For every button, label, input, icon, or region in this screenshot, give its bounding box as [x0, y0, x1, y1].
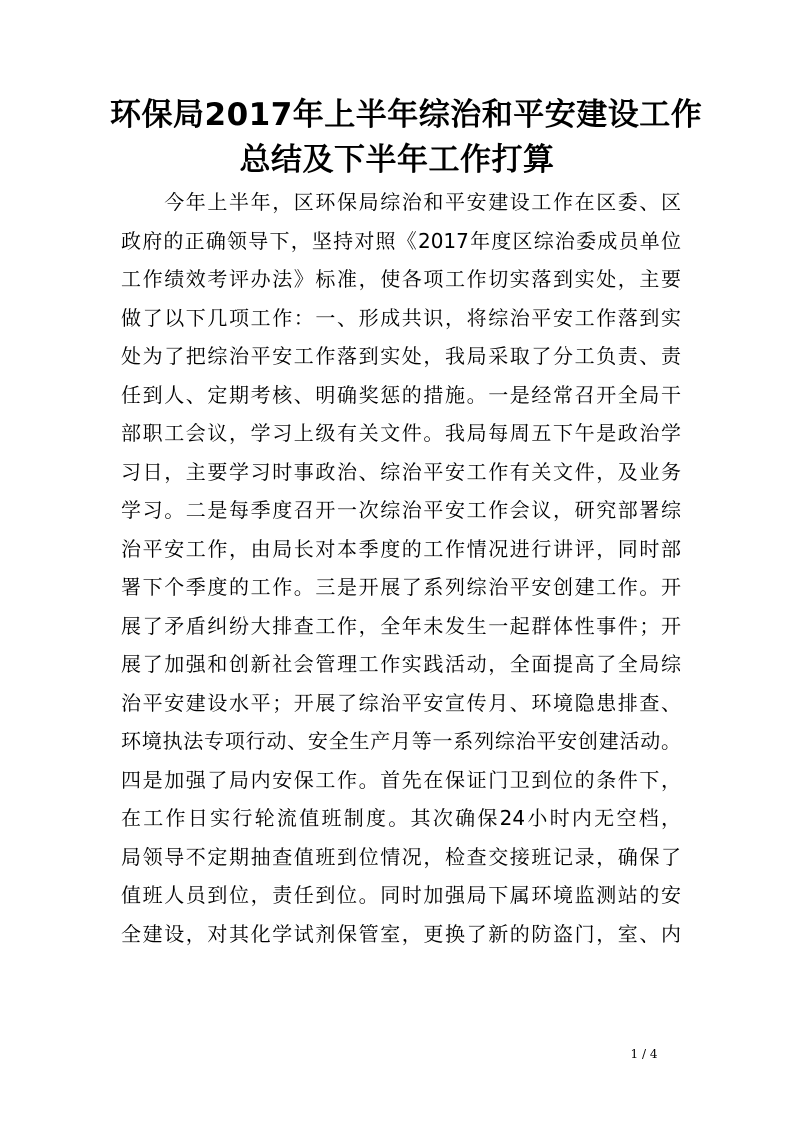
body-line: 展了矛盾纠纷大排查工作，全年未发生一起群体性事件；开: [121, 613, 681, 638]
body-line: 处为了把综治平安工作落到实处，我局采取了分工负责、责: [121, 344, 681, 368]
page-number: 1 / 4: [630, 1047, 658, 1061]
body-line: 值班人员到位，责任到位。同时加强局下属环境监测站的安: [121, 883, 681, 907]
document-title-line-2: 总结及下半年工作打算: [239, 142, 555, 178]
document-body: [121, 183, 681, 953]
body-line: 任到人、定期考核、明确奖惩的措施。一是经常召开全局干: [121, 382, 681, 407]
body-line: 署下个季度的工作。三是开展了系列综治平安创建工作。开: [121, 575, 681, 599]
document-title-line-1: 环保局2017年上半年综治和平安建设工作: [110, 97, 703, 133]
body-line: 今年上半年，区环保局综治和平安建设工作在区委、区: [121, 190, 681, 214]
body-line: 环境执法专项行动、安全生产月等一系列综治平安创建活动。: [121, 729, 681, 753]
body-line: 在工作日实行轮流值班制度。其次确保24小时内无空档，: [121, 806, 681, 830]
body-line: 展了加强和创新社会管理工作实践活动，全面提高了全局综: [121, 652, 681, 676]
body-line: 治平安工作，由局长对本季度的工作情况进行讲评，同时部: [121, 536, 681, 561]
body-line: 政府的正确领导下，坚持对照《2017年度区综治委成员单位: [121, 228, 681, 253]
body-line: 四是加强了局内安保工作。首先在保证门卫到位的条件下，: [121, 767, 681, 792]
body-line: 习日，主要学习时事政治、综治平安工作有关文件，及业务: [121, 459, 681, 484]
body-line: 治平安建设水平；开展了综治平安宣传月、环境隐患排查、: [121, 690, 681, 715]
body-line: 局领导不定期抽查值班到位情况，检查交接班记录，确保了: [121, 844, 681, 869]
body-line: 做了以下几项工作：一、形成共识，将综治平安工作落到实: [121, 305, 681, 330]
body-line: 工作绩效考评办法》标准，使各项工作切实落到实处，主要: [121, 267, 681, 291]
body-line: 学习。二是每季度召开一次综治平安工作会议，研究部署综: [121, 498, 681, 522]
body-line: 全建设，对其化学试剂保管室，更换了新的防盗门，室、内: [121, 921, 681, 946]
body-line: 部职工会议，学习上级有关文件。我局每周五下午是政治学: [121, 421, 681, 445]
